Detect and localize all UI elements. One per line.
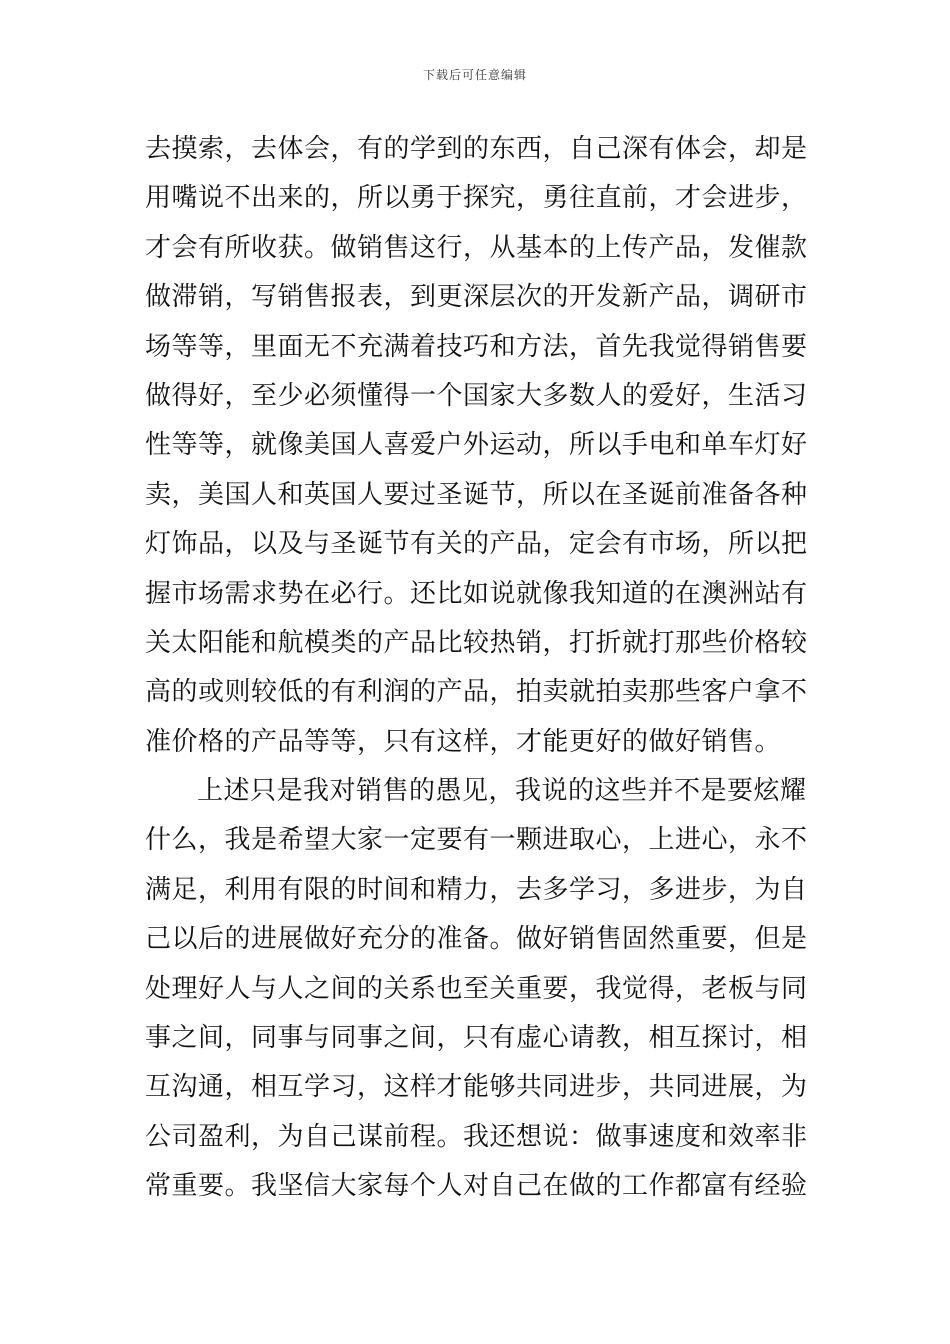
text-line: 关太阳能和航模类的产品比较热销，打折就打那些价格较: [145, 627, 808, 658]
text-line: 握市场需求势在必行。还比如说就像我知道的在澳洲站有: [145, 578, 808, 609]
text-line: 公司盈利，为自己谋前程。我还想说：做事速度和效率非: [145, 1121, 808, 1152]
text-line: 处理好人与人之间的关系也至关重要，我觉得，老板与同: [145, 973, 808, 1004]
paragraph-1: [145, 125, 810, 767]
text-line: 去摸索，去体会，有的学到的东西，自己深有体会，却是: [145, 134, 808, 164]
text-line: 灯饰品，以及与圣诞节有关的产品，定会有市场，所以把: [145, 529, 808, 560]
text-line: 常重要。我坚信大家每个人对自己在做的工作都富有经验: [145, 1171, 808, 1202]
text-line: 上述只是我对销售的愚见，我说的这些并不是要炫耀: [197, 776, 807, 807]
text-line: 做得好，至少必须懂得一个国家大多数人的爱好，生活习: [145, 380, 808, 411]
document-body: [145, 125, 810, 1212]
text-line: 卖，美国人和英国人要过圣诞节，所以在圣诞前准备各种: [145, 479, 808, 510]
page-header: 下载后可任意编辑: [422, 68, 527, 82]
text-line: 用嘴说不出来的，所以勇于探究，勇往直前，才会进步，: [145, 183, 808, 214]
text-line: 事之间，同事与同事之间，只有虚心请教，相互探讨，相: [145, 1023, 808, 1054]
text-line: 场等等，里面无不充满着技巧和方法，首先我觉得销售要: [145, 331, 808, 362]
text-line: 满足，利用有限的时间和精力，去多学习，多进步，为自: [145, 874, 808, 905]
text-line: 高的或则较低的有利润的产品，拍卖就拍卖那些客户拿不: [145, 677, 808, 708]
paragraph-2: [145, 767, 810, 1212]
text-line: 己以后的进展做好充分的准备。做好销售固然重要，但是: [145, 924, 808, 955]
text-line: 互沟通，相互学习，这样才能够共同进步，共同进展，为: [145, 1072, 808, 1103]
text-line: 性等等，就像美国人喜爱户外运动，所以手电和单车灯好: [145, 430, 808, 461]
text-line: 做滞销，写销售报表，到更深层次的开发新产品，调研市: [145, 282, 808, 313]
text-line: 准价格的产品等等，只有这样，才能更好的做好销售。: [145, 726, 782, 757]
text-line: 什么，我是希望大家一定要有一颗进取心，上进心，永不: [145, 825, 808, 856]
text-line: 才会有所收获。做销售这行，从基本的上传产品，发催款: [145, 232, 808, 263]
